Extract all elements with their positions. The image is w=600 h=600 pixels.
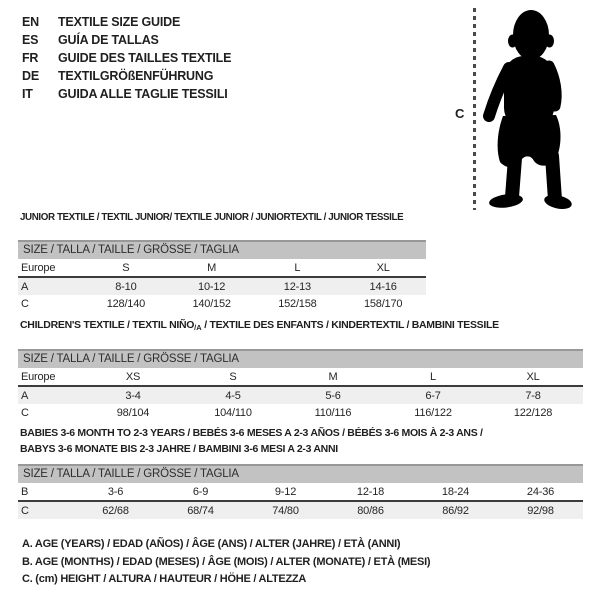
title-subscript: /A xyxy=(194,323,202,332)
table-row xyxy=(18,295,426,312)
height-dashed-line xyxy=(473,8,476,210)
cell: L xyxy=(255,259,341,277)
table-row xyxy=(18,501,583,519)
cell: 128/140 xyxy=(106,297,146,310)
legend-note-c: C. (cm) HEIGHT / ALTURA / HAUTEUR / HÖHE / ALTEZZA xyxy=(22,573,307,585)
legend-notes xyxy=(22,536,430,589)
cell: M xyxy=(169,259,255,277)
cell: 122/128 xyxy=(513,406,553,419)
babies-textile-section xyxy=(18,425,583,519)
cell: 92/98 xyxy=(527,504,554,517)
size-header-bar: SIZE / TALLA / TAILLE / GRÖSSE / TAGLIA xyxy=(18,240,426,259)
cell: 110/116 xyxy=(314,406,352,419)
cell: 6-9 xyxy=(158,483,243,501)
language-title: GUIDE DES TAILLES TEXTILE xyxy=(58,51,232,65)
junior-size-table xyxy=(18,259,426,312)
row-label: C xyxy=(21,297,29,310)
row-label: Europe xyxy=(18,368,83,386)
junior-table-title: JUNIOR TEXTILE / TEXTIL JUNIOR/ TEXTILE JUNIOR / JUNIORTEXTIL / JUNIOR TESSILE xyxy=(20,212,404,223)
cell: 14-16 xyxy=(369,280,397,293)
cell: XL xyxy=(483,368,583,386)
legend-note-b: B. AGE (MONTHS) / EDAD (MESES) / ÂGE (MOIS) / ALTER (MONATE) / ETÀ (MESI) xyxy=(22,555,431,568)
row-label: Europe xyxy=(18,259,83,277)
cell: 68/74 xyxy=(187,504,214,517)
language-row-it xyxy=(22,85,231,103)
cell: 9-12 xyxy=(243,483,328,501)
cell: M xyxy=(283,368,383,386)
cell: 12-13 xyxy=(283,280,311,293)
cell: 24-36 xyxy=(498,483,583,501)
language-code: ES xyxy=(22,33,39,47)
cell: 3-4 xyxy=(125,389,141,402)
title-text: CHILDREN'S TEXTILE / TEXTIL NIÑO xyxy=(20,319,195,331)
language-title: GUÍA DE TALLAS xyxy=(58,33,159,47)
cell: 6-7 xyxy=(425,389,441,402)
language-code: FR xyxy=(22,51,39,65)
language-title: TEXTILGRÖßENFÜHRUNG xyxy=(58,69,214,83)
junior-textile-section xyxy=(18,211,426,312)
legend-note-a: A. AGE (YEARS) / EDAD (AÑOS) / ÂGE (ANS) / ALTER (JAHRE) / ETÀ (ANNI) xyxy=(22,538,401,550)
language-code: IT xyxy=(22,87,33,101)
size-header-bar: SIZE / TALLA / TAILLE / GRÖSSE / TAGLIA xyxy=(18,349,583,368)
cell: S xyxy=(183,368,283,386)
language-title: GUIDA ALLE TAGLIE TESSILI xyxy=(58,87,228,101)
cell: 104/110 xyxy=(214,406,252,419)
cell: 18-24 xyxy=(413,483,498,501)
cell: 10-12 xyxy=(198,280,226,293)
babies-size-table xyxy=(18,483,583,519)
cell: L xyxy=(383,368,483,386)
cell: 7-8 xyxy=(525,389,541,402)
table-row xyxy=(18,404,583,421)
cell: 152/158 xyxy=(278,297,317,310)
language-row-es xyxy=(22,31,231,49)
children-table-title xyxy=(20,318,583,335)
language-row-fr xyxy=(22,49,231,67)
title-text: / TEXTILE DES ENFANTS / KINDERTEXTIL / BAMBINI TESSILE xyxy=(201,319,499,331)
children-textile-section xyxy=(18,318,583,421)
figure-height-label: C xyxy=(455,106,465,121)
language-row-en xyxy=(22,13,231,31)
cell: 140/152 xyxy=(192,297,231,310)
babies-table-title xyxy=(20,425,583,457)
cell: 116/122 xyxy=(414,406,452,419)
table-row xyxy=(18,386,583,404)
row-label: C xyxy=(21,504,29,517)
cell: XS xyxy=(83,368,183,386)
cell: 5-6 xyxy=(325,389,341,402)
title-line-2: BABYS 3-6 MONATE BIS 2-3 JAHRE / BAMBINI 3-6 MESI A 2-3 ANNI xyxy=(20,443,338,455)
language-code: EN xyxy=(22,15,39,29)
language-code: DE xyxy=(22,69,39,83)
cell: S xyxy=(83,259,169,277)
cell: 62/68 xyxy=(102,504,129,517)
row-label: C xyxy=(21,406,29,419)
size-header-bar: SIZE / TALLA / TAILLE / GRÖSSE / TAGLIA xyxy=(18,464,583,483)
cell: 74/80 xyxy=(272,504,299,517)
cell: 98/104 xyxy=(116,406,150,419)
table-row xyxy=(18,368,583,386)
language-title: TEXTILE SIZE GUIDE xyxy=(58,15,181,29)
cell: 86/92 xyxy=(442,504,469,517)
cell: 158/170 xyxy=(363,297,403,310)
title-line-1: BABIES 3-6 MONTH TO 2-3 YEARS / BEBÉS 3-6 MESES A 2-3 AÑOS / BÉBÉS 3-6 MOIS À 2-3 ANS / xyxy=(20,427,483,439)
row-label: B xyxy=(18,483,73,501)
language-row-de xyxy=(22,67,231,85)
cell: XL xyxy=(340,259,426,277)
baby-silhouette-icon xyxy=(479,8,579,213)
cell: 80/86 xyxy=(357,504,384,517)
cell: 8-10 xyxy=(115,280,137,293)
table-row xyxy=(18,259,426,277)
cell: 4-5 xyxy=(225,389,241,402)
language-header xyxy=(22,13,231,103)
table-row xyxy=(18,277,426,295)
row-label: A xyxy=(21,280,29,293)
cell: 12-18 xyxy=(328,483,413,501)
table-row xyxy=(18,483,583,501)
cell: 3-6 xyxy=(73,483,158,501)
row-label: A xyxy=(21,389,29,402)
children-size-table xyxy=(18,368,583,421)
